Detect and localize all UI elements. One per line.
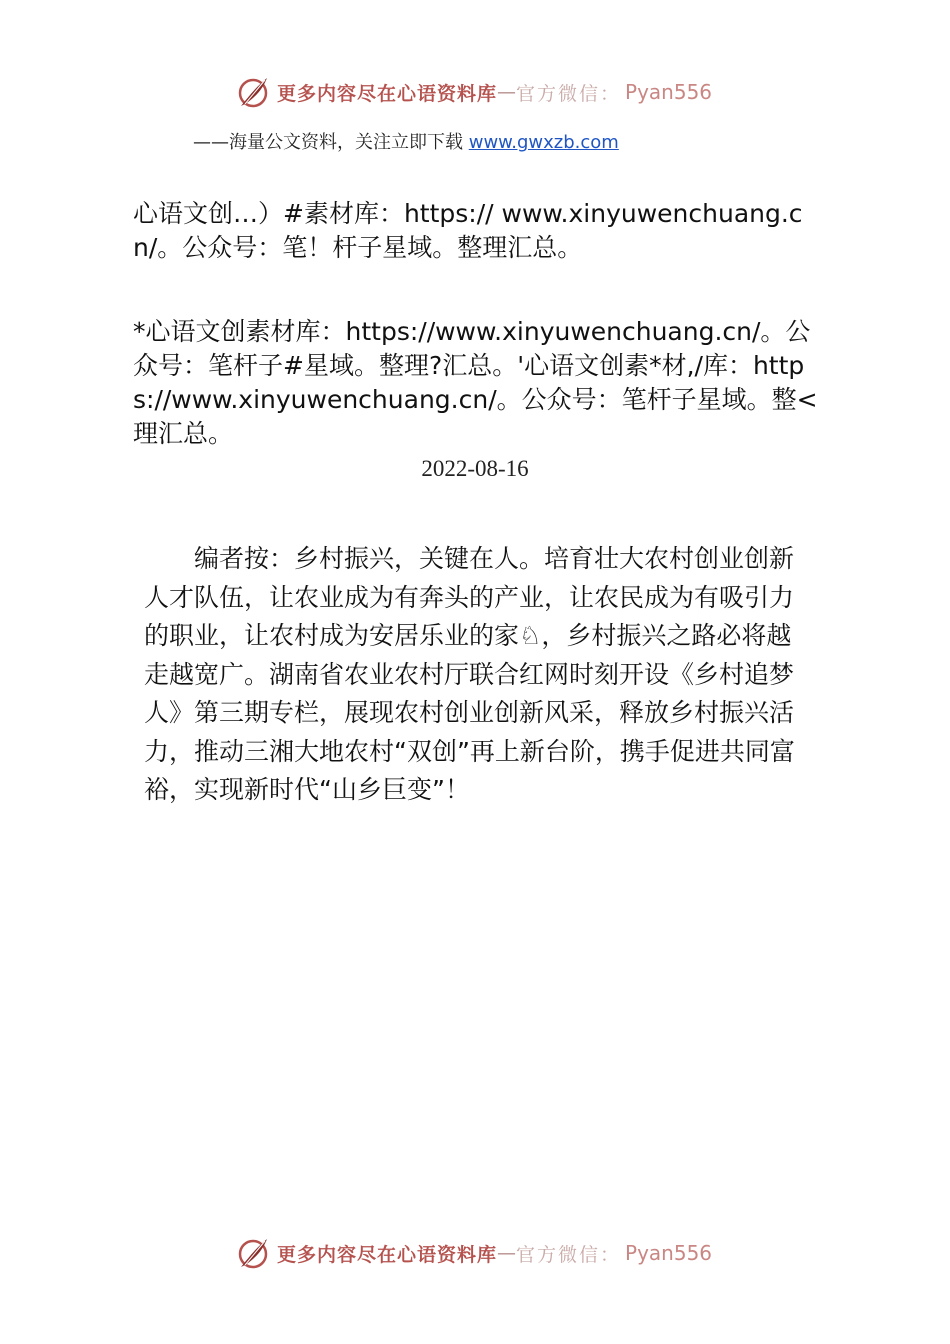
banner-main-text: 更多内容尽在心语资料库 bbox=[277, 82, 498, 105]
banner-sub-text: 官方微信： bbox=[516, 82, 622, 105]
banner-main-text: 更多内容尽在心语资料库 bbox=[277, 1243, 498, 1266]
header-subline bbox=[193, 128, 619, 154]
feather-logo-icon bbox=[235, 74, 271, 110]
download-link[interactable]: www.gwxzb.com bbox=[468, 132, 619, 153]
banner-wechat-id: Pyan556 bbox=[625, 80, 713, 104]
editor-note: 编者按：乡村振兴，关键在人。培育壮大农村创业创新人才队伍，让农业成为有奔头的产业，让农民成为有吸引力的职业，让农村成为安居乐业的家♘，乡村振兴之路必将越走越宽广。湖南省农业农村厅联合红网时刻开设《乡村追梦人》第三期专栏，展现农村创业创新风采，释放乡村振兴活力，推动三湘大地农村“双创”再上新台阶，携手促进共同富裕，实现新时代“山乡巨变”！ bbox=[144, 544, 795, 804]
body-paragraph-1: 心语文创…）#素材库：https:// www.xinyuwenchuang.cn/。公众号：笔！杆子星域。整理汇总。 bbox=[133, 199, 803, 262]
subline-text: ——海量公文资料，关注立即下载 bbox=[193, 132, 469, 153]
banner-sub-text: 官方微信： bbox=[516, 1243, 622, 1266]
body-paragraph-2: *心语文创素材库：https://www.xinyuwenchuang.cn/。公众号：笔杆子#星域。整理?汇总。'心语文创素*材,/库：https://www.xinyuwenchuang.cn/。公众号：笔杆子星域。整<理汇总。 bbox=[133, 317, 818, 448]
banner-dash: — bbox=[497, 81, 517, 103]
header-banner bbox=[235, 70, 712, 114]
feather-logo-icon bbox=[235, 1235, 271, 1271]
footer-banner bbox=[235, 1231, 712, 1275]
banner-dash: — bbox=[497, 1242, 517, 1264]
banner-wechat-id: Pyan556 bbox=[625, 1241, 713, 1265]
article-date: 2022-08-16 bbox=[421, 456, 529, 481]
